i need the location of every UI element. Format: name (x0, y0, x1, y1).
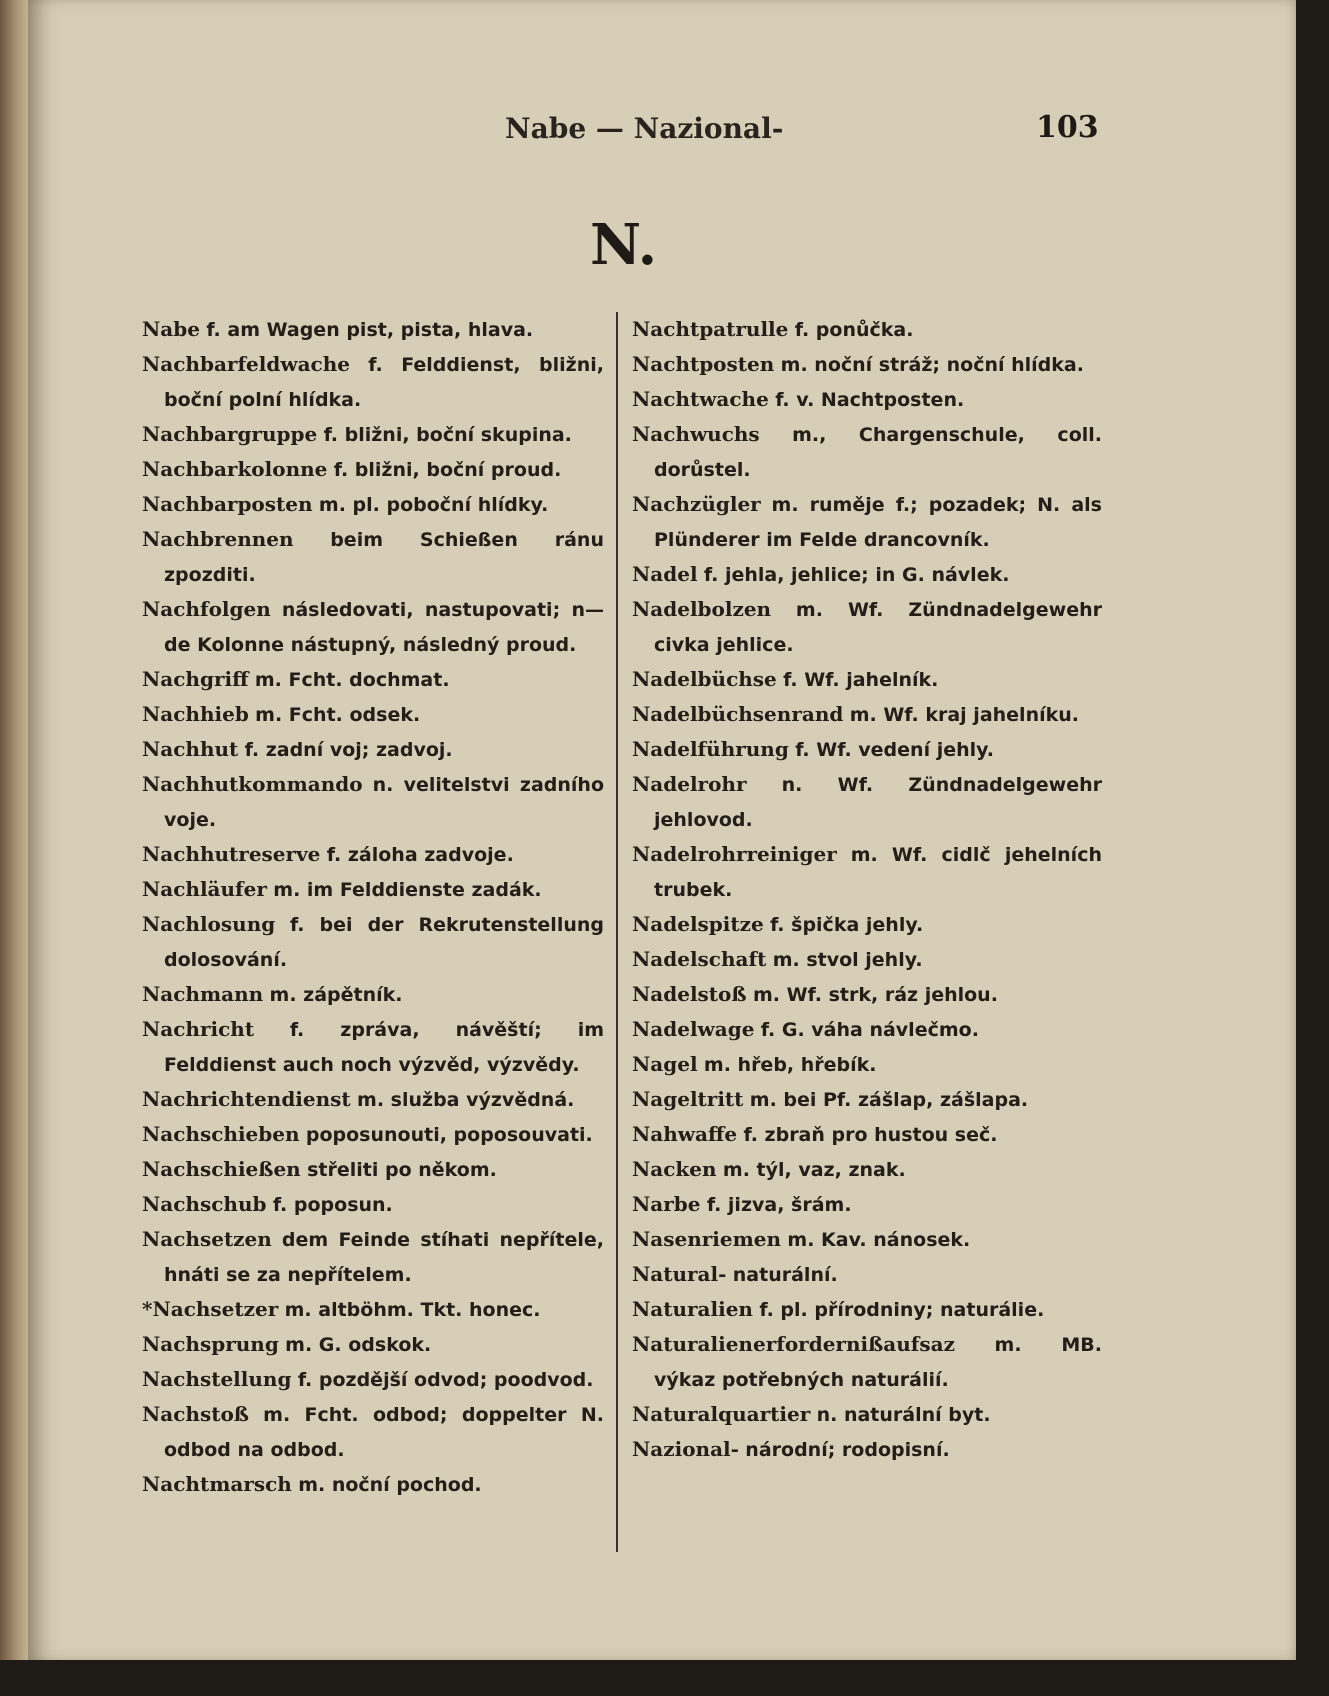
entry-headword: Nachhutkommando (142, 772, 363, 796)
entry-definition: m. stvol jehly. (772, 949, 923, 971)
dictionary-entry (142, 872, 604, 907)
dictionary-entry (142, 697, 604, 732)
entry-headword: Nachsprung (142, 1332, 279, 1356)
dictionary-entry (632, 417, 1102, 487)
entry-definition: naturální. (732, 1264, 838, 1286)
entry-headword: Natural- (632, 1262, 727, 1286)
dictionary-entry (142, 1152, 604, 1187)
dictionary-entry (142, 732, 604, 767)
entry-headword: Nachzügler (632, 492, 761, 516)
dictionary-entry (142, 977, 604, 1012)
entry-definition: m. týl, vaz, znak. (722, 1159, 906, 1181)
entry-headword: Naturalienerfordernißaufsaz (632, 1332, 955, 1356)
entry-headword: Naturalquartier (632, 1402, 811, 1426)
dictionary-entry (632, 1222, 1102, 1257)
entry-definition: beim Schießen ránu zpozditi. (164, 529, 604, 586)
dictionary-entry (142, 417, 604, 452)
dictionary-entry (632, 1117, 1102, 1152)
entry-headword: Nachhut (142, 737, 239, 761)
entry-definition: m. ruměje f.; pozadek; N. als Plünderer im Felde drancovník. (654, 494, 1102, 551)
entry-headword: Nachsetzen (142, 1227, 272, 1251)
column-divider (616, 312, 618, 1552)
entry-headword: Nachwuchs (632, 422, 760, 446)
dictionary-entry (632, 732, 1102, 767)
entry-definition: m. pl. poboční hlídky. (318, 494, 549, 516)
entry-headword: Naturalien (632, 1297, 753, 1321)
dictionary-entry (142, 662, 604, 697)
entry-definition: f. zpráva, návěští; im Felddienst auch noch výzvěd, výzvědy. (164, 1019, 605, 1076)
entry-headword: Nachschub (142, 1192, 267, 1216)
entry-definition: f. poposun. (272, 1194, 393, 1216)
entry-headword: Nachbarkolonne (142, 457, 328, 481)
entry-headword: Nachricht (142, 1017, 255, 1041)
entry-definition: f. pl. přírodniny; naturálie. (759, 1299, 1045, 1321)
entry-definition: m. Wf. strk, ráz jehlou. (752, 984, 998, 1006)
entry-definition: f. Wf. jahelník. (783, 669, 939, 691)
entry-headword: Nachhieb (142, 702, 249, 726)
entry-definition: m. MB. výkaz potřebných naturálií. (654, 1334, 1102, 1391)
entry-headword: Nahwaffe (632, 1122, 738, 1146)
entry-headword: Nagel (632, 1052, 698, 1076)
entry-headword: Nadelspitze (632, 912, 764, 936)
entry-definition: národní; rodopisní. (745, 1439, 950, 1461)
dictionary-entry (142, 522, 604, 592)
entry-definition: f. Felddienst, bližni, boční polní hlídka. (164, 354, 604, 411)
entry-definition: m. Fcht. odsek. (255, 704, 421, 726)
entry-headword: Nadelführung (632, 737, 789, 761)
dictionary-entry (142, 1222, 604, 1292)
dictionary-entry (632, 487, 1102, 557)
entry-definition: f. ponůčka. (794, 319, 914, 341)
dictionary-entry (632, 662, 1102, 697)
entry-definition: f. bližni, boční skupina. (323, 424, 572, 446)
entry-headword: Nachbrennen (142, 527, 294, 551)
entry-definition: m. G. odskok. (285, 1334, 432, 1356)
entry-definition: m. Fcht. dochmat. (254, 669, 450, 691)
entry-headword: Nachhutreserve (142, 842, 321, 866)
entry-headword: Nageltritt (632, 1087, 744, 1111)
dictionary-entry (632, 1152, 1102, 1187)
entry-headword: Nachtmarsch (142, 1472, 292, 1496)
entry-definition: f. v. Nachtposten. (775, 389, 965, 411)
entry-headword: Nachschießen (142, 1157, 301, 1181)
entry-definition: m. im Felddienste zadák. (273, 879, 542, 901)
scan-edge-right (1296, 0, 1329, 1696)
dictionary-entry (632, 977, 1102, 1012)
entry-headword: Nachmann (142, 982, 264, 1006)
entry-headword: Nachrichtendienst (142, 1087, 351, 1111)
entry-headword: Nachtwache (632, 387, 769, 411)
entry-headword: Nachläufer (142, 877, 267, 901)
dictionary-entry (142, 907, 604, 977)
entry-headword: Nadelschaft (632, 947, 767, 971)
entry-headword: Nabe (142, 317, 200, 341)
dictionary-entry (632, 907, 1102, 942)
dictionary-entry (632, 1292, 1102, 1327)
dictionary-entry (632, 312, 1102, 347)
entry-definition: f. špička jehly. (770, 914, 924, 936)
dictionary-entry (142, 347, 604, 417)
entry-definition: f. zbraň pro hustou seč. (743, 1124, 998, 1146)
dictionary-entry (632, 942, 1102, 977)
dictionary-entry (142, 592, 604, 662)
dictionary-entry (632, 1327, 1102, 1397)
entry-headword: Narbe (632, 1192, 701, 1216)
dictionary-entry (142, 1012, 604, 1082)
dictionary-entry (632, 1397, 1102, 1432)
dictionary-entry (632, 1432, 1102, 1467)
dictionary-entry (142, 452, 604, 487)
entry-headword: Nadelbolzen (632, 597, 772, 621)
entry-headword: Nachstoß (142, 1402, 249, 1426)
entry-definition: m. Kav. nánosek. (787, 1229, 971, 1251)
dictionary-entry (632, 697, 1102, 732)
entry-headword: Nazional- (632, 1437, 739, 1461)
dictionary-entry (142, 1397, 604, 1467)
dictionary-entry (632, 1187, 1102, 1222)
dictionary-entry (142, 767, 604, 837)
entry-definition: m. zápětník. (269, 984, 403, 1006)
entry-headword: Nachbarfeldwache (142, 352, 350, 376)
entry-headword: *Nachsetzer (142, 1297, 279, 1321)
entry-headword: Nacken (632, 1157, 717, 1181)
right-column (632, 312, 1102, 1467)
dictionary-entry (632, 347, 1102, 382)
dictionary-entry (632, 1047, 1102, 1082)
entry-definition: m. Fcht. odbod; doppelter N. odbod na odbod. (164, 1404, 605, 1461)
entry-definition: m. altböhm. Tkt. honec. (284, 1299, 541, 1321)
dictionary-entry (632, 557, 1102, 592)
dictionary-entry (142, 1327, 604, 1362)
entry-definition: m. noční stráž; noční hlídka. (780, 354, 1084, 376)
dictionary-entry (142, 1187, 604, 1222)
entry-headword: Nadelrohrreiniger (632, 842, 837, 866)
running-head: Nabe — Nazional- (505, 112, 784, 145)
section-letter: N. (590, 212, 658, 278)
entry-definition: f. Wf. vedení jehly. (795, 739, 994, 761)
dictionary-entry (142, 1117, 604, 1152)
page-number: 103 (1036, 110, 1099, 145)
entry-headword: Nachlosung (142, 912, 276, 936)
entry-definition: m. Wf. kraj jahelníku. (849, 704, 1079, 726)
dictionary-entry (632, 382, 1102, 417)
entry-headword: Nachbargruppe (142, 422, 318, 446)
entry-definition: m. noční pochod. (298, 1474, 482, 1496)
dictionary-entry (632, 1082, 1102, 1117)
entry-definition: f. bei der Rekrutenstellung dolosování. (164, 914, 604, 971)
entry-headword: Nachstellung (142, 1367, 292, 1391)
entry-definition: následovati, nastupovati; n—de Kolonne nástupný, následný proud. (164, 599, 605, 656)
entry-headword: Nachbarposten (142, 492, 313, 516)
dictionary-entry (632, 837, 1102, 907)
entry-definition: f. bližni, boční proud. (333, 459, 562, 481)
dictionary-entry (632, 1012, 1102, 1047)
entry-headword: Nachgriff (142, 667, 249, 691)
entry-headword: Nadelbüchse (632, 667, 777, 691)
entry-headword: Nadelstoß (632, 982, 747, 1006)
dictionary-entry (632, 592, 1102, 662)
entry-headword: Nadelrohr (632, 772, 747, 796)
entry-definition: m. Wf. Zündnadelgewehr civka jehlice. (654, 599, 1103, 656)
entry-definition: dem Feinde stíhati nepřítele, hnáti se za nepřítelem. (164, 1229, 604, 1286)
entry-definition: f. záloha zadvoje. (326, 844, 514, 866)
entry-headword: Nasenriemen (632, 1227, 782, 1251)
entry-definition: m., Chargenschule, coll. dorůstel. (654, 424, 1102, 481)
entry-headword: Nachtposten (632, 352, 775, 376)
dictionary-entry (632, 1257, 1102, 1292)
entry-definition: m. bei Pf. zášlap, zášlapa. (749, 1089, 1029, 1111)
left-column (142, 312, 604, 1502)
book-gutter (0, 0, 28, 1696)
entry-headword: Nadelwage (632, 1017, 755, 1041)
entry-definition: n. Wf. Zündnadelgewehr jehlovod. (654, 774, 1102, 831)
entry-definition: poposunouti, poposouvati. (305, 1124, 593, 1146)
scan-edge-bottom (0, 1660, 1329, 1696)
entry-definition: f. am Wagen pist, pista, hlava. (206, 319, 534, 341)
entry-headword: Nachtpatrulle (632, 317, 789, 341)
entry-headword: Nachfolgen (142, 597, 271, 621)
entry-definition: f. jehla, jehlice; in G. návlek. (703, 564, 1010, 586)
entry-definition: n. naturální byt. (816, 1404, 991, 1426)
dictionary-entry (142, 1082, 604, 1117)
entry-definition: n. velitelstvi zadního voje. (164, 774, 604, 831)
dictionary-entry (142, 1467, 604, 1502)
dictionary-entry (142, 487, 604, 522)
entry-definition: m. hřeb, hřebík. (703, 1054, 877, 1076)
dictionary-entry (142, 837, 604, 872)
dictionary-entry (142, 1362, 604, 1397)
entry-definition: střeliti po někom. (307, 1159, 497, 1181)
entry-headword: Nachschieben (142, 1122, 300, 1146)
entry-headword: Nadel (632, 562, 698, 586)
dictionary-entry (632, 767, 1102, 837)
dictionary-entry (142, 312, 604, 347)
entry-definition: f. jizva, šrám. (706, 1194, 852, 1216)
entry-definition: m. Wf. cidlč jehelních trubek. (654, 844, 1102, 901)
dictionary-entry (142, 1292, 604, 1327)
entry-definition: m. služba výzvědná. (357, 1089, 575, 1111)
entry-definition: f. zadní voj; zadvoj. (244, 739, 453, 761)
entry-definition: f. G. váha návlečmo. (760, 1019, 979, 1041)
entry-definition: f. pozdější odvod; poodvod. (297, 1369, 594, 1391)
entry-headword: Nadelbüchsenrand (632, 702, 844, 726)
